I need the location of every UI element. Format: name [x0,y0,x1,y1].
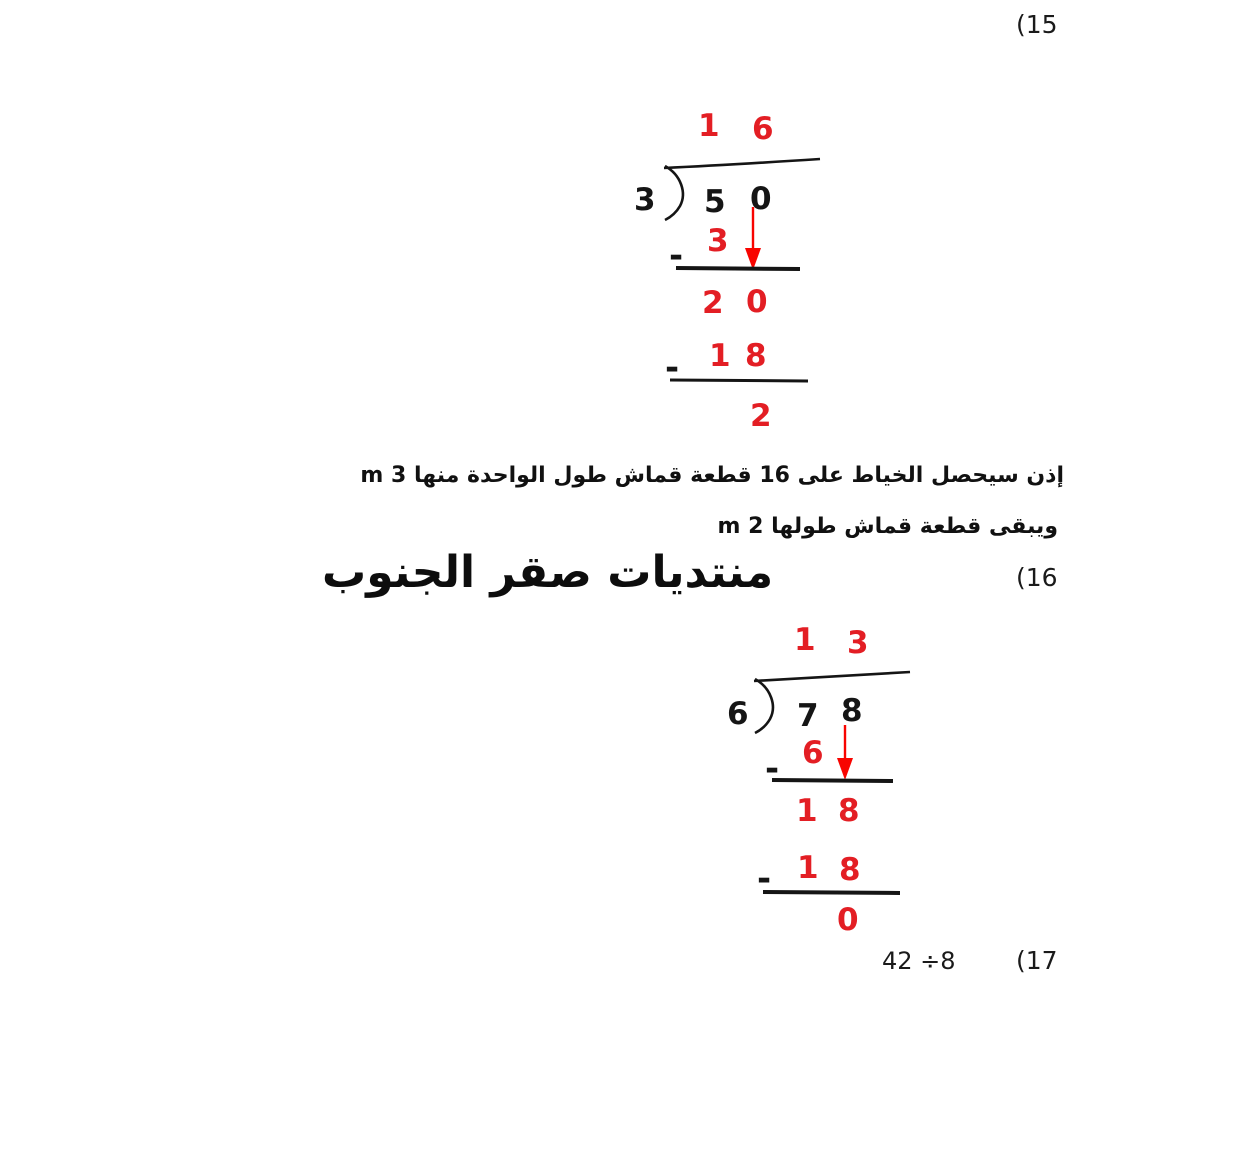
subtrahend-digit: 8 [839,852,861,888]
remainder-digit: 0 [837,902,859,938]
long-division-78-by-6 [718,612,948,962]
division-bracket-paren [755,679,773,733]
minus-sign: - [757,859,772,899]
quotient-digit: 6 [752,111,774,147]
division-bracket-vinculum [754,672,910,681]
intermediate-digit: 0 [746,284,768,320]
minus-sign: - [669,236,684,276]
problem-15-label: (15 [1016,10,1058,39]
subtraction-line-1 [676,268,800,269]
dividend-digit: 5 [704,184,726,220]
quotient-digit: 3 [847,625,869,661]
long-division-50-by-3-drawing [628,98,858,448]
minus-sign: - [765,749,780,789]
long-division-50-by-3 [628,98,858,448]
subtraction-line-2 [670,380,808,381]
intermediate-digit: 2 [702,285,724,321]
quotient-digit: 1 [698,108,720,144]
long-division-78-by-6-drawing [718,612,948,962]
conclusion-text-line-1: إذن سيحصل الخياط على 16 قطعة قماش طول الواحدة منها 3 m [360,463,1064,488]
dividend-digit: 8 [841,693,863,729]
intermediate-digit: 1 [796,793,818,829]
problem-17-expression: 42 ÷8 [882,947,956,975]
dividend-digit: 0 [750,181,772,217]
subtrahend-digit: 1 [709,338,731,374]
problem-17-label: (17 [1016,946,1058,975]
subtrahend-digit: 1 [797,850,819,886]
quotient-digit: 1 [794,622,816,658]
division-bracket-vinculum [664,159,820,168]
intermediate-digit: 8 [838,793,860,829]
carry-down-arrow [837,725,853,780]
conclusion-text-line-2: ويبقى قطعة قماش طولها 2 m [717,514,1058,539]
subtrahend-digit: 8 [745,338,767,374]
subtraction-line-2 [763,892,900,893]
forum-watermark: منتديات صقر الجنوب [322,547,774,598]
subtraction-line-1 [772,780,893,781]
remainder-digit: 2 [750,398,772,434]
divisor: 6 [727,696,749,732]
minus-sign: - [665,348,680,388]
problem-16-label: (16 [1016,563,1058,592]
divisor: 3 [634,182,656,218]
subtrahend-digit: 3 [707,223,729,259]
subtrahend-digit: 6 [802,735,824,771]
division-bracket-paren [665,166,683,220]
dividend-digit: 7 [797,698,819,734]
